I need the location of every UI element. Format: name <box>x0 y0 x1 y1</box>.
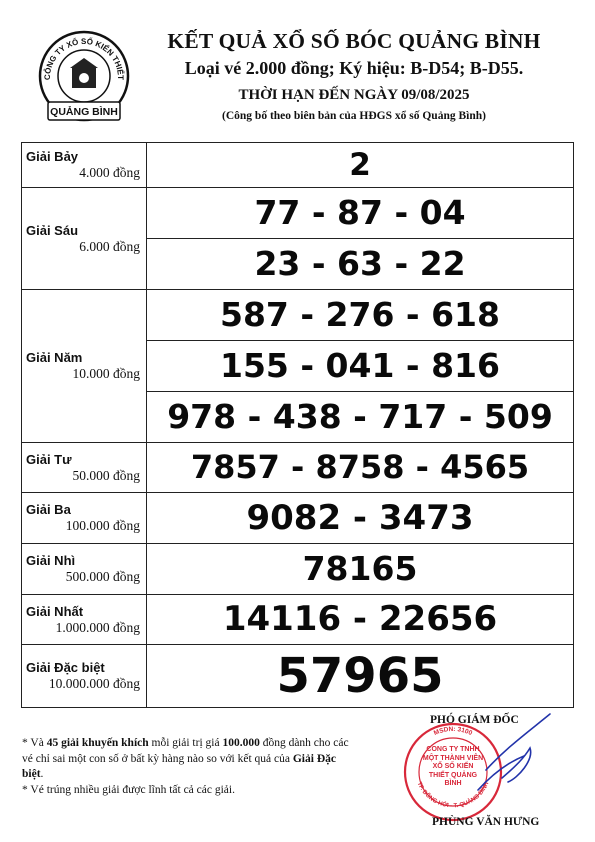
page-title: KẾT QUẢ XỔ SỐ BÓC QUẢNG BÌNH <box>167 29 541 53</box>
prize-name: Giải Bảy <box>26 149 79 164</box>
deadline: THỜI HẠN ĐẾN NGÀY 09/08/2025 <box>238 87 470 103</box>
prize-row-1 <box>22 595 574 645</box>
prize-value: 10.000.000 đồng <box>48 676 140 691</box>
note-text: . <box>40 768 44 780</box>
prize-value: 500.000 đồng <box>65 569 140 584</box>
winning-number: 23 - 63 - 22 <box>147 239 574 290</box>
seal-id: MSDN: 3100 <box>432 725 474 738</box>
prize-label-cell <box>22 544 147 595</box>
prize-name: Giải Tư <box>26 451 72 467</box>
footnotes <box>22 736 352 798</box>
note-bold: 100.000 <box>222 737 260 749</box>
signature-block <box>398 708 578 836</box>
prize-name: Giải Đặc biệt <box>26 660 105 675</box>
note-bold: Giải Đặc biệt <box>22 752 336 780</box>
announcement-note: (Công bố theo biên bản của HĐGS xổ số Quảng Bình) <box>222 110 486 122</box>
logo-text-top: CÔNG TY XỔ SỐ KIẾN THIẾT <box>42 36 126 81</box>
prize-row-4 <box>22 443 574 493</box>
results-table <box>21 142 574 708</box>
prize-value: 1.000.000 đồng <box>55 619 140 635</box>
prize-label-cell <box>22 143 147 188</box>
winning-number: 587 - 276 - 618 <box>147 290 574 341</box>
winning-number: 7857 - 8758 - 4565 <box>147 443 574 493</box>
winning-number: 2 <box>147 143 574 188</box>
prize-label-cell <box>22 290 147 443</box>
seal-text: CÔNG TY TNHH MỘT THÀNH VIÊN XỔ SỐ KIẾN THIẾT QUẢNG BÌNH <box>422 746 484 787</box>
header-text <box>128 24 580 125</box>
winning-number: 77 - 87 - 04 <box>147 188 574 239</box>
winning-number: 155 - 041 - 816 <box>147 341 574 392</box>
prize-value: 10.000 đồng <box>72 366 140 381</box>
note-text: * Và <box>22 737 47 749</box>
company-logo <box>34 28 134 128</box>
note-text: mỗi giải trị giá <box>148 737 223 749</box>
header <box>20 24 580 140</box>
note-consolation <box>22 736 352 783</box>
prize-name: Giải Nhì <box>26 553 76 568</box>
logo-text-bottom: QUẢNG BÌNH <box>50 106 118 118</box>
prize-label-cell <box>22 443 147 493</box>
prize-label-cell <box>22 188 147 290</box>
prize-row-2 <box>22 544 574 595</box>
note-multiple: * Vé trúng nhiều giải được lĩnh tất cả các giải. <box>22 783 235 796</box>
prize-row-5 <box>22 290 574 341</box>
prize-value: 50.000 đồng <box>72 467 140 483</box>
seal-location: TP. ĐỒNG HỚI - T. QUẢNG BÌNH <box>415 781 491 810</box>
winning-number: 978 - 438 - 717 - 509 <box>147 392 574 443</box>
prize-row-6 <box>22 188 574 239</box>
prize-row-special <box>22 645 574 708</box>
prize-row-3 <box>22 493 574 544</box>
signer-title: PHÓ GIÁM ĐỐC <box>430 714 519 726</box>
prize-value: 6.000 đồng <box>79 238 140 254</box>
winning-number: 78165 <box>147 544 574 595</box>
note-bold: 45 giải khuyến khích <box>46 737 149 749</box>
winning-number: 9082 - 3473 <box>147 493 574 544</box>
ticket-info: Loại vé 2.000 đồng; Ký hiệu: B-D54; B-D55. <box>184 58 524 78</box>
winning-number: 14116 - 22656 <box>147 595 574 645</box>
prize-name: Giải Nhất <box>26 603 84 619</box>
prize-name: Giải Sáu <box>26 222 79 238</box>
prize-value: 100.000 đồng <box>65 518 140 533</box>
prize-label-cell <box>22 645 147 708</box>
winning-number: 57965 <box>147 645 574 708</box>
prize-label-cell <box>22 493 147 544</box>
prize-value: 4.000 đồng <box>79 165 140 180</box>
prize-label-cell <box>22 595 147 645</box>
prize-name: Giải Ba <box>26 502 71 517</box>
signer-name: PHÙNG VĂN HƯNG <box>432 816 540 828</box>
prize-row-7 <box>22 143 574 188</box>
note-text: đồng dành cho các vé chỉ sai một con số ở bất kỳ hàng nào so với kết quả của <box>22 737 349 765</box>
prize-name: Giải Năm <box>26 350 83 365</box>
